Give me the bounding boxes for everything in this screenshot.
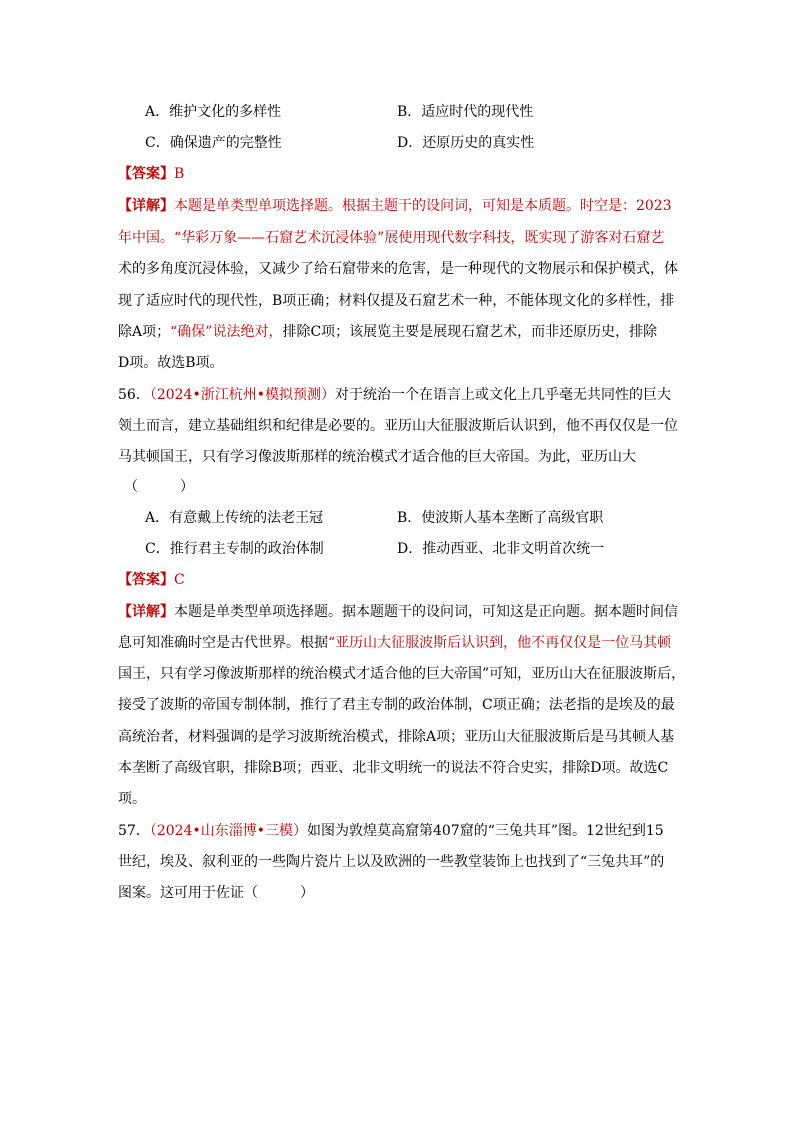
q56-option-b: B．使波斯人基本垄断了高级官职 [397,510,604,526]
q56-detail-line-1: 【详解】本题是单类型单项选择题。据本题题干的设问词，可知这是正向题。据本题时间信 [118,604,678,620]
q57-stem-line-1: 57．（2024•山东淄博•三模）如图为敦煌莫高窟第407窟的“三兔共耳”图。12世纪到15 [118,823,664,839]
answer-label: 【答案】 [118,572,174,588]
question-number: 56． [118,387,150,403]
q55-detail-line-6: D项。故选B项。 [118,355,224,371]
q55-detail-line-4: 现了适应时代的现代性，B项正确；材料仅提及石窟艺术一种，不能体现文化的多样性，排 [118,293,675,309]
q56-option-c: C．推行君主专制的政治体制 [145,541,324,557]
detail-label: 【详解】 [118,198,174,214]
answer-label: 【答案】 [118,166,174,182]
q56-stem-line-2: 领土而言，建立基础组织和纪律是必要的。亚历山大征服波斯后认识到，他不再仅仅是一位 [118,418,678,434]
q55-answer [118,164,184,184]
question-source: （2024•山东淄博•三模） [149,823,307,839]
q55-option-c: C．确保遗产的完整性 [145,135,282,151]
q56-detail-line-2: 息可知准确时空是古代世界。根据“亚历山大征服波斯后认识到，他不再仅仅是一位马其顿 [118,635,672,651]
q55-detail-line-5: 除A项；“确保”说法绝对，排除C项；该展览主要是展现石窟艺术，而非还原历史，排除 [118,324,658,340]
q55-detail-line-2: 年中国。“华彩万象——石窟艺术沉浸体验”展使用现代数字科技，既实现了游客对石窟艺 [118,230,665,246]
detail-label: 【详解】 [118,604,174,620]
q56-detail-line-5: 高统治者，材料强调的是学习波斯统治模式，排除A项；亚历山大征服波斯后是马其顿人基 [118,729,675,745]
q56-detail-line-4: 接受了波斯的帝国专制体制，推行了君主专制的政治体制，C项正确；法老指的是埃及的最 [118,697,675,713]
q55-detail-line-1: 【详解】本题是单类型单项选择题。根据主题干的设问词，可知是本质题。时空是：2023 [118,198,672,214]
q56-detail-line-7: 项。 [118,791,146,807]
q55-detail-line-3: 术的多角度沉浸体验，又减少了给石窟带来的危害，是一种现代的文物展示和保护模式，体 [118,261,678,277]
q56-stem-line-1: 56．（2024•浙江杭州•模拟预测）对于统治一个在语言上或文化上几乎毫无共同性的巨大 [118,387,671,403]
q56-option-d: D．推动西亚、北非文明首次统一 [397,541,605,557]
q56-detail-line-3: 国王，只有学习像波斯那样的统治模式才适合他的巨大帝国”可知，亚历山大在征服波斯后， [118,666,686,682]
q55-option-b: B．适应时代的现代性 [397,104,534,120]
q56-answer-blank: （ ） [124,479,194,495]
question-number: 57． [118,823,150,839]
q55-option-d: D．还原历史的真实性 [397,135,535,151]
q55-option-a: A．维护文化的多样性 [145,104,282,120]
q56-answer [118,570,185,590]
q56-option-a: A．有意戴上传统的法老王冠 [145,510,324,526]
q56-detail-line-6: 本垄断了高级官职，排除B项；西亚、北非文明统一的说法不符合史实，排除D项。故选C [118,760,669,776]
q57-stem-line-2: 世纪，埃及、叙利亚的一些陶片瓷片上以及欧洲的一些教堂装饰上也找到了“三兔共耳”的 [118,854,665,870]
q56-stem-line-3: 马其顿国王，只有学习像波斯那样的统治模式才适合他的巨大帝国。为此，亚历山大 [118,449,636,465]
answer-value: B [174,166,185,182]
answer-value: C [174,572,185,588]
q57-stem-line-3: 图案。这可用于佐证（ ） [118,885,314,901]
question-source: （2024•浙江杭州•模拟预测） [149,387,335,403]
